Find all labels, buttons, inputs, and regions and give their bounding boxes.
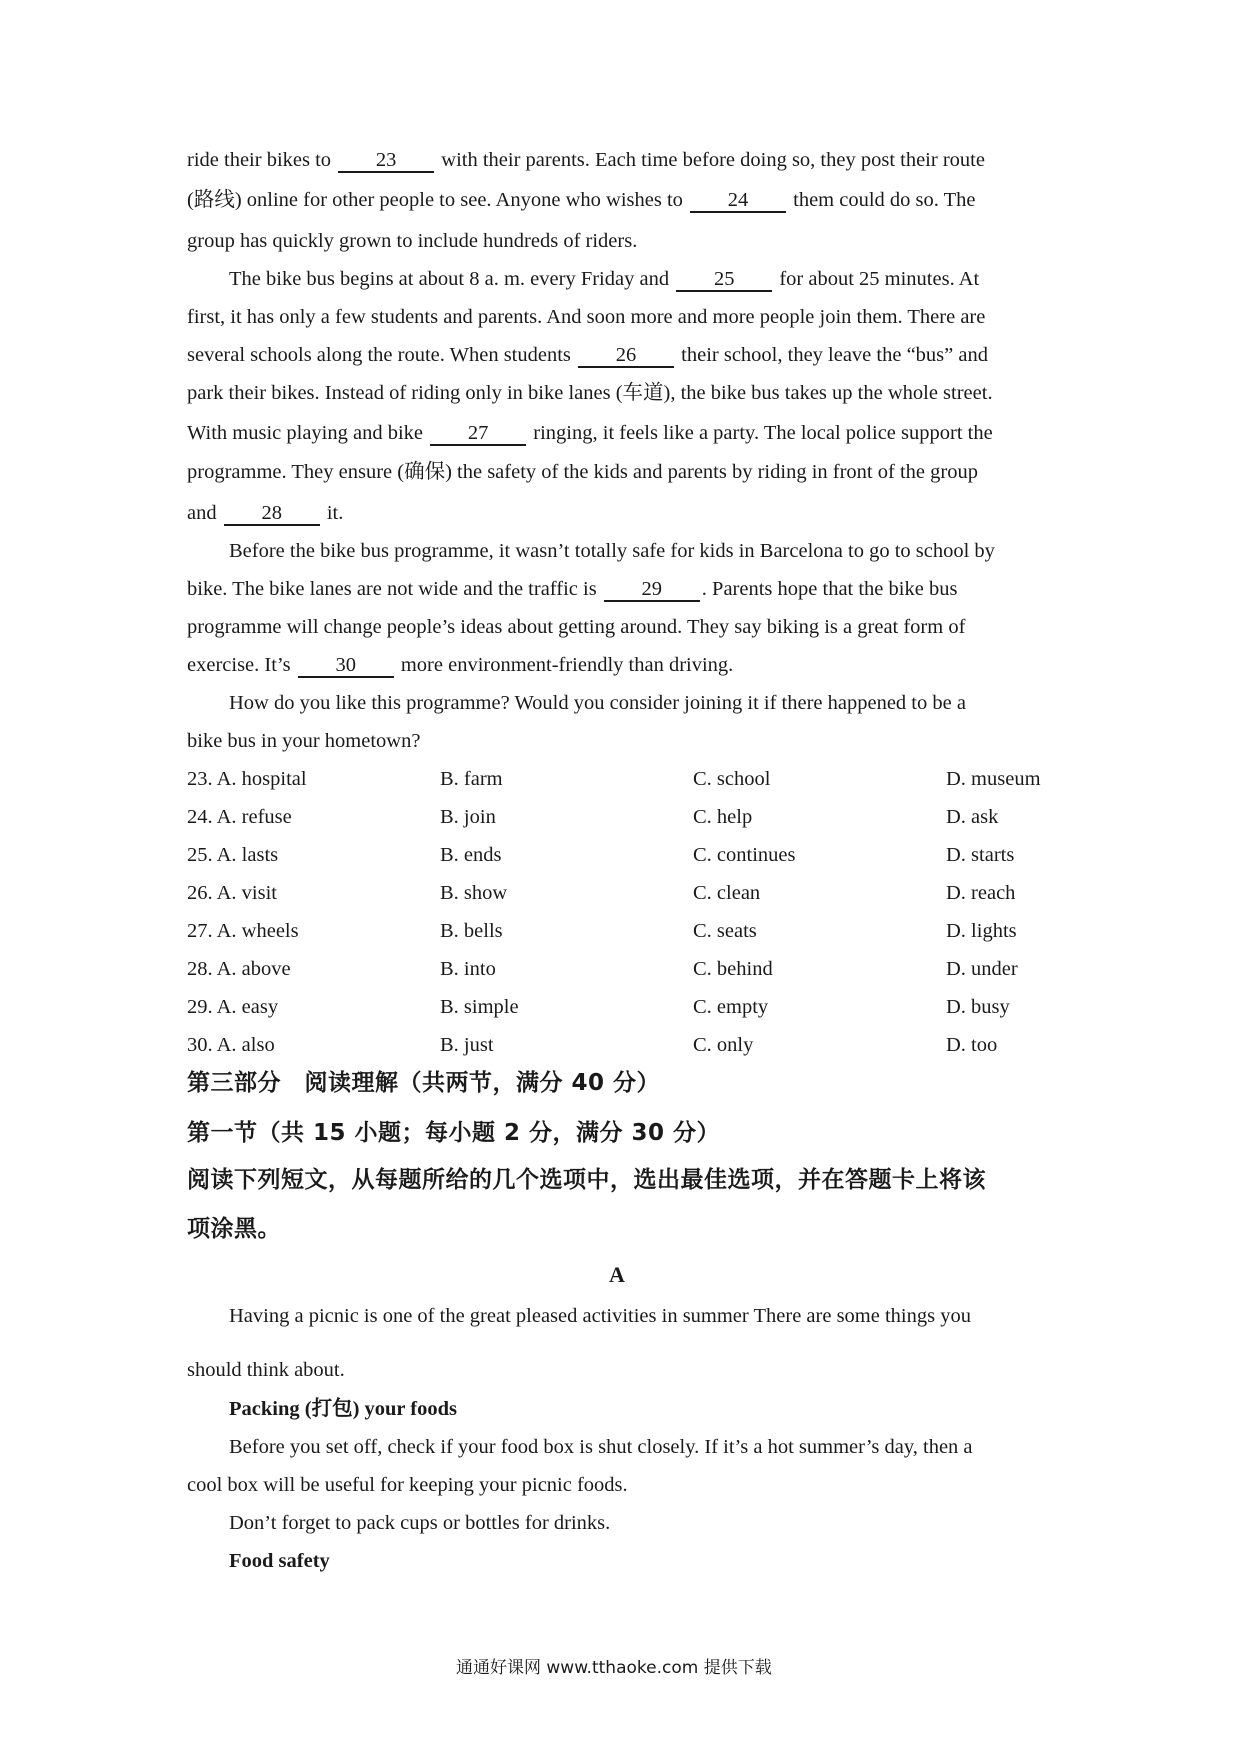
blank-25: 25 (676, 268, 772, 292)
option-d: D. ask (946, 806, 999, 828)
passage-line: park their bikes. Instead of riding only in bike lanes (车道), the bike bus takes up the whole street. (187, 382, 993, 404)
option-b: B. bells (440, 920, 503, 942)
text: . Parents hope that the bike bus (701, 578, 958, 600)
blank-23: 23 (338, 149, 434, 173)
option-d: D. lights (946, 920, 1017, 942)
option-b: B. farm (440, 768, 503, 790)
option-c: C. continues (693, 844, 796, 866)
option-d: D. busy (946, 996, 1010, 1018)
option-c: C. clean (693, 882, 761, 904)
passage-line (187, 419, 993, 447)
blank-26: 26 (578, 344, 674, 368)
option-c: C. empty (693, 996, 769, 1018)
option-a: 28. A. above (187, 958, 291, 980)
text: bike. The bike lanes are not wide and the traffic is (187, 578, 597, 600)
option-a: 30. A. also (187, 1034, 275, 1056)
part3-heading: 第三部分 阅读理解（共两节，满分 40 分） (187, 1070, 661, 1096)
option-b: B. show (440, 882, 508, 904)
passage-line: Having a picnic is one of the great pleased activities in summer There are some things you (229, 1305, 971, 1327)
option-d: D. under (946, 958, 1018, 980)
option-c: C. seats (693, 920, 757, 942)
footer-text: 通通好课网 www.tthaoke.com 提供下载 (456, 1658, 772, 1678)
passage-line: cool box will be useful for keeping your picnic foods. (187, 1474, 628, 1496)
passage-line: should think about. (187, 1359, 345, 1381)
option-b: B. just (440, 1034, 494, 1056)
option-b: B. join (440, 806, 496, 828)
option-a: 23. A. hospital (187, 768, 307, 790)
text: their school, they leave the “bus” and (681, 344, 988, 366)
instruction-line: 项涂黑。 (187, 1216, 281, 1242)
option-c: C. only (693, 1034, 754, 1056)
option-d: D. too (946, 1034, 998, 1056)
option-a: 27. A. wheels (187, 920, 299, 942)
passage-line (229, 265, 979, 293)
option-b: B. ends (440, 844, 502, 866)
passage-line (187, 186, 976, 214)
blank-24: 24 (690, 189, 786, 213)
instruction-line: 阅读下列短文，从每题所给的几个选项中，选出最佳选项，并在答题卡上将该 (187, 1167, 986, 1193)
passage-line: first, it has only a few students and parents. And soon more and more people join them. There are (187, 306, 986, 328)
subheading: Packing (打包) your foods (229, 1398, 457, 1420)
passage-line: How do you like this programme? Would you consider joining it if there happened to be a (229, 692, 966, 714)
passage-line (187, 341, 988, 369)
passage-line (187, 146, 985, 174)
option-c: C. school (693, 768, 771, 790)
passage-line: bike bus in your hometown? (187, 730, 421, 752)
passage-line: programme will change people’s ideas about getting around. They say biking is a great form of (187, 616, 966, 638)
passage-line: group has quickly grown to include hundreds of riders. (187, 230, 638, 252)
text: With music playing and bike (187, 422, 424, 444)
option-d: D. reach (946, 882, 1016, 904)
option-a: 26. A. visit (187, 882, 277, 904)
text: for about 25 minutes. At (779, 268, 980, 290)
passage-line: Before you set off, check if your food box is shut closely. If it’s a hot summer’s day, then a (229, 1436, 973, 1458)
text: them could do so. The (793, 189, 976, 211)
subheading: Food safety (229, 1550, 330, 1572)
option-a: 25. A. lasts (187, 844, 279, 866)
text: ride their bikes to (187, 149, 332, 171)
passage-letter: A (609, 1262, 625, 1287)
passage-line (187, 651, 733, 679)
text: exercise. It’s (187, 654, 291, 676)
passage-line (187, 575, 957, 603)
text: more environment-friendly than driving. (400, 654, 734, 676)
text: with their parents. Each time before doing so, they post their route (441, 149, 985, 171)
section1-heading: 第一节（共 15 小题；每小题 2 分，满分 30 分） (187, 1120, 721, 1146)
passage-line (187, 499, 343, 527)
option-a: 29. A. easy (187, 996, 279, 1018)
blank-27: 27 (430, 422, 526, 446)
text: several schools along the route. When students (187, 344, 571, 366)
passage-line: Don’t forget to pack cups or bottles for drinks. (229, 1512, 611, 1534)
passage-line: Before the bike bus programme, it wasn’t totally safe for kids in Barcelona to go to school by (229, 540, 995, 562)
text: it. (326, 502, 344, 524)
option-b: B. simple (440, 996, 519, 1018)
blank-28: 28 (224, 502, 320, 526)
text: ringing, it feels like a party. The local police support the (533, 422, 993, 444)
text: The bike bus begins at about 8 a. m. every Friday and (229, 268, 670, 290)
text: and (187, 502, 217, 524)
blank-30: 30 (298, 654, 394, 678)
option-d: D. museum (946, 768, 1041, 790)
option-c: C. help (693, 806, 753, 828)
option-c: C. behind (693, 958, 773, 980)
text: (路线) online for other people to see. Anyone who wishes to (187, 189, 683, 211)
option-d: D. starts (946, 844, 1015, 866)
blank-29: 29 (604, 578, 700, 602)
option-a: 24. A. refuse (187, 806, 292, 828)
passage-line: programme. They ensure (确保) the safety of the kids and parents by riding in front of the group (187, 461, 978, 483)
option-b: B. into (440, 958, 496, 980)
